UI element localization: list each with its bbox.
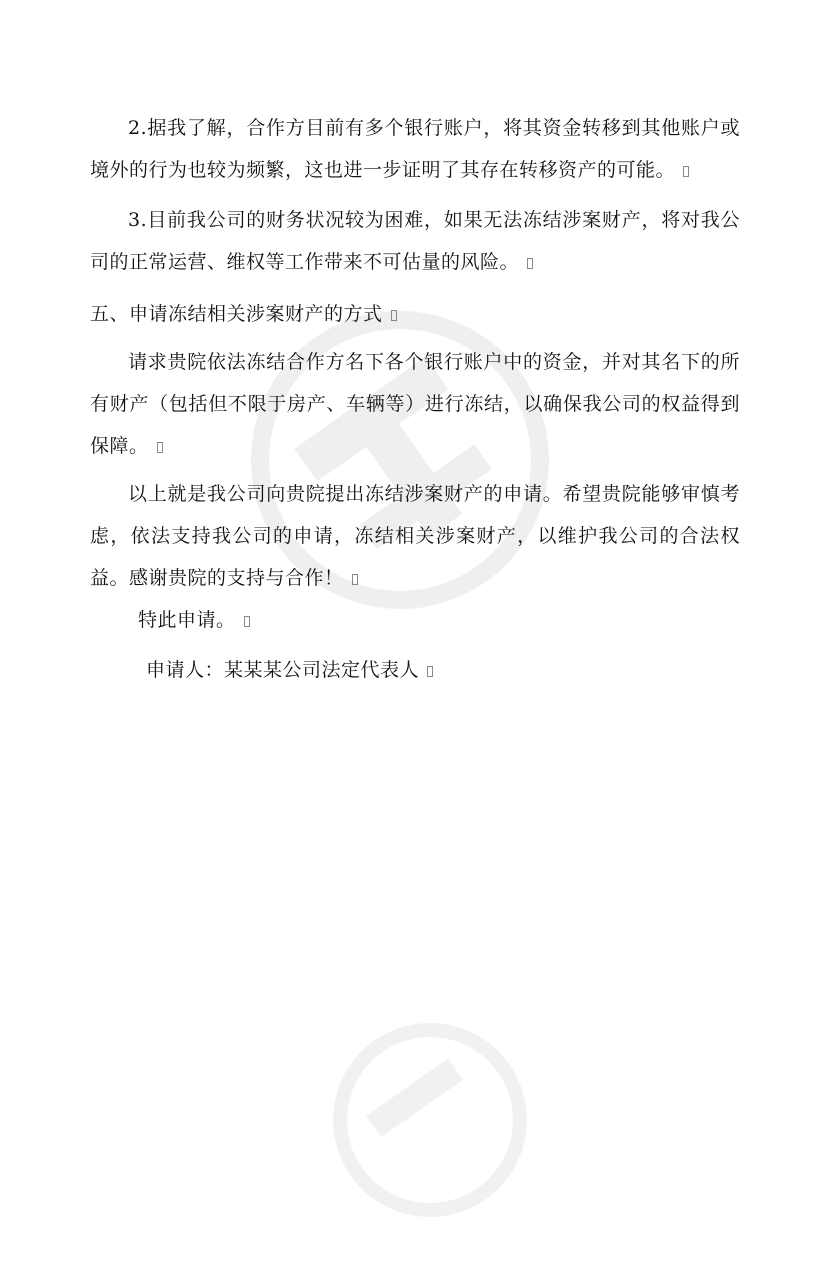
paragraph-request: 请求贵院依法冻结合作方名下各个银行账户中的资金，并对其名下的所有财产（包括但不限于房产、车辆等）进行冻结，以确保我公司的权益得到保障。 bbox=[90, 351, 740, 457]
paragraph-conclusion: 以上就是我公司向贵院提出冻结涉案财产的申请。希望贵院能够审慎考虑，依法支持我公司的申请，冻结相关涉案财产，以维护我公司的合法权益。感谢贵院的支持与合作！ bbox=[90, 483, 740, 589]
paragraph-item-2: 2.据我了解，合作方目前有多个银行账户，将其资金转移到其他账户或境外的行为也较为频繁，这也进一步证明了其存在转移资产的可能。 bbox=[90, 117, 740, 181]
paragraph-mark-icon bbox=[391, 310, 397, 321]
watermark-logo-bottom bbox=[274, 969, 585, 1270]
paragraph-mark-icon bbox=[683, 166, 689, 177]
paragraph-mark-icon bbox=[527, 258, 533, 269]
applicant-signature: 申请人：某某某公司法定代表人 bbox=[146, 649, 746, 691]
paragraph-mark-icon bbox=[157, 442, 163, 453]
paragraph-mark-icon bbox=[427, 666, 433, 677]
closing-statement: 特此申请。 bbox=[138, 599, 738, 641]
section-heading: 五、申请冻结相关涉案财产的方式 bbox=[90, 293, 740, 335]
paragraph-mark-icon bbox=[244, 616, 250, 627]
paragraph-item-3: 3.目前我公司的财务状况较为困难，如果无法冻结涉案财产，将对我公司的正常运营、维权等工作带来不可估量的风险。 bbox=[90, 209, 740, 273]
paragraph-mark-icon bbox=[352, 574, 358, 585]
